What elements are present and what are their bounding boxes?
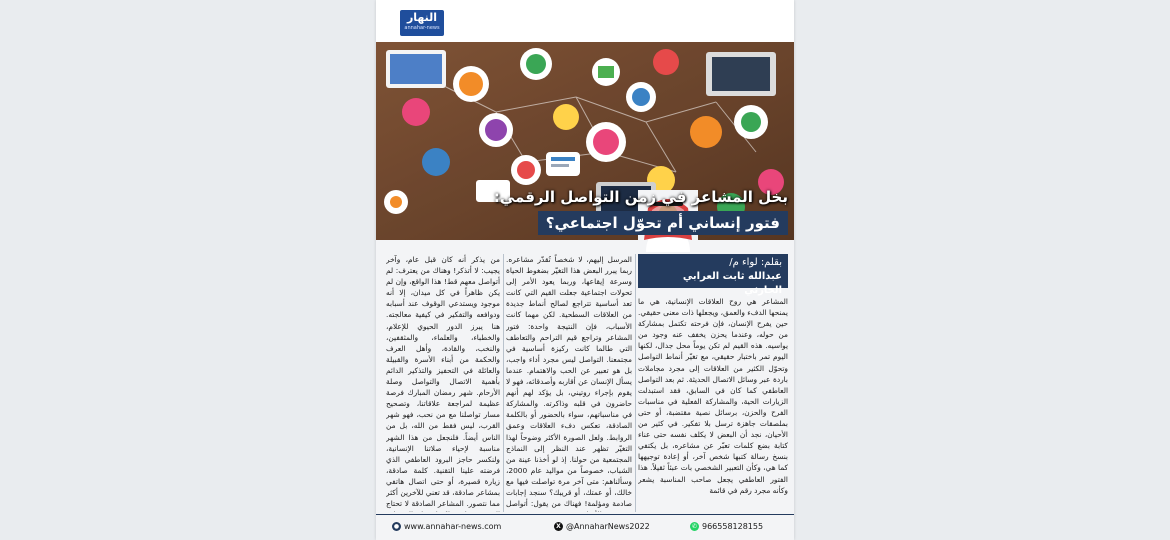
article-column-left: من يذكر أنه كان قبل عام، وآخر يجيب: لا أتذكر! وهناك من يعترف: لم أتواصل معهم قط! هذا الواقع، وإن لم يكن ظاهراً في كل ميدان، إلا أنه موجود ويستدعي الوقوف عند أسبابه ودوافعه والتفكير في كيفية معالجته. هنا يبرز الدور الحيوي للإعلام، والخطباء، والعلماء، والمثقفين، والنخب، والقادة، وأهل العرف والحكمة من أبناء الأسرة والقبيلة والعائلة في التحفيز والتذكير الدائم بأهمية الاتصال والتواصل وصلة الأرحام. شهر رمضان المبارك فرصة عظيمة لمراجعة علاقاتنا، وتصحيح مسار تواصلنا مع من نحب، فهو شهر القرب، ليس فقط من الله، بل من الناس أيضاً. فلنجعل من هذا الشهر مناسبة لإحياء صلاتنا الإنسانية، ولنكسر حاجز البرود العاطفي الذي فرضته علينا التقنية. كلمة صادقة، زيارة قصيرة، أو حتى اتصال هاتفي بمشاعر صادقة، قد تعني للآخرين أكثر مما نتصور. المشاعر الصادقة لا تحتاج [386, 255, 500, 509]
article-headline [418, 187, 788, 235]
x-twitter-icon: X [554, 522, 563, 531]
phone-number[interactable]: 966558128155 [702, 522, 764, 531]
author-byline [638, 254, 788, 296]
masthead [376, 0, 794, 42]
byline-name: عبدالله ثابت العرابي الحارثي [682, 271, 782, 296]
website-link[interactable]: www.annahar-news.com [404, 522, 502, 531]
byline-prefix: بقلم: لواء م/ [729, 257, 782, 268]
footer-social[interactable] [554, 522, 650, 531]
article-column-right: المشاعر هي روح العلاقات الإنسانية، هي ما يمنحها الدفء والعمق، ويجعلها ذات معنى حقيقي. حين يفرح الإنسان، فإن فرحته تكتمل بمشاركة من حوله، وعندما يحزن يخفف عنه وجود من يواسيه. هذه القيم لم تكن يوماً محل جدال، لكنها اليوم تمر باختبار حقيقي، مع تغيّر أنماط التواصل وتحوّل الكثير من العلاقات إلى مجرد مجاملات باردة عبر وسائل الاتصال الحديثة. ثم بعد التواصل العاطفي كما كان في السابق، فقد استبدلت الزيارات الحية، والمشاركة الفعلية في مناسبات الفرح والحزن، برسائل نصية مقتضبة، أو حتى بملصقات جاهزة ترسل بلا تفكير. في كثير من الأحيان، نجد أن البعض لا يكلف نفسه حتى عناء كتابة بضع كلمات تعبّر عن مشاعره، بل يكتفي بنسخ رسالة كتبها شخص آخر، أو إعادة توجيهها كما هي، وكأن التعبير الشخصي بات عبئاً ثقيلاً. هذا الفتور العاطفي يجعل صاحب المناسبة يشعر وكأنه مجرد رقم في قائمة [638, 297, 788, 495]
headline-line-2: فتور إنساني أم تحوّل اجتماعي؟ [538, 211, 788, 235]
headline-line-1: بخل المشاعر في زمن التواصل الرقمي: [493, 188, 788, 206]
newspaper-page [376, 0, 794, 540]
footer-website[interactable] [392, 522, 501, 531]
footer-phone[interactable] [690, 522, 763, 531]
globe-icon: ● [393, 523, 400, 530]
newspaper-logo [400, 10, 444, 36]
logo-subtext: annahar-news [404, 25, 440, 31]
logo-text: النهار [406, 11, 438, 24]
page-footer [376, 514, 794, 540]
social-handle[interactable]: @AnnaharNews2022 [566, 522, 650, 531]
column-divider [635, 254, 636, 512]
article-column-middle: المرسل إليهم، لا شخصاً تُقدّر مشاعره. ربما يبرر البعض هذا التغيّر بضغوط الحياة وسرعة إيقاعها، وربما يعود الأمر إلى تحولات اجتماعية جعلت القيم التي كانت تعد أساسية تتراجع لصالح أنماط جديدة من العلاقات السطحية. لكن مهما كانت الأسباب، فإن النتيجة واحدة: فتور المشاعر وتراجع قيم التراحم والتعاطف التي طالما كانت ركيزة أساسية في مجتمعنا. التواصل ليس مجرد أداء واجب، بل هو تعبير عن الحب والاهتمام. عندما يسأل الإنسان عن أقاربه وأصدقائه، فهو لا يقوم بإجراء روتيني، بل يؤكد لهم أنهم حاضرون في قلبه وذاكرته. والمشاركة في مناسباتهم، سواء بالحضور أو بالكلمة الصادقة، تعكس دفء العلاقات وعمق الروابط. ولعل الصورة الأكثر وضوحاً لهذا التغيّر تظهر عند النظر إلى النماذج المجتمعية من حولنا. إذ لو أخذنا عينة من الشباب، خصوصاً من مواليد عام 2000، وسألناهم: متى آخر مرة تواصلت فيها مع خالك، أو عمتك، أو قريبك؟ سنجد إجابات صادمة ومؤلمة! فهناك من يقول: أتواصل [506, 255, 632, 509]
whatsapp-icon: ✆ [691, 523, 698, 530]
column-divider [503, 254, 504, 512]
